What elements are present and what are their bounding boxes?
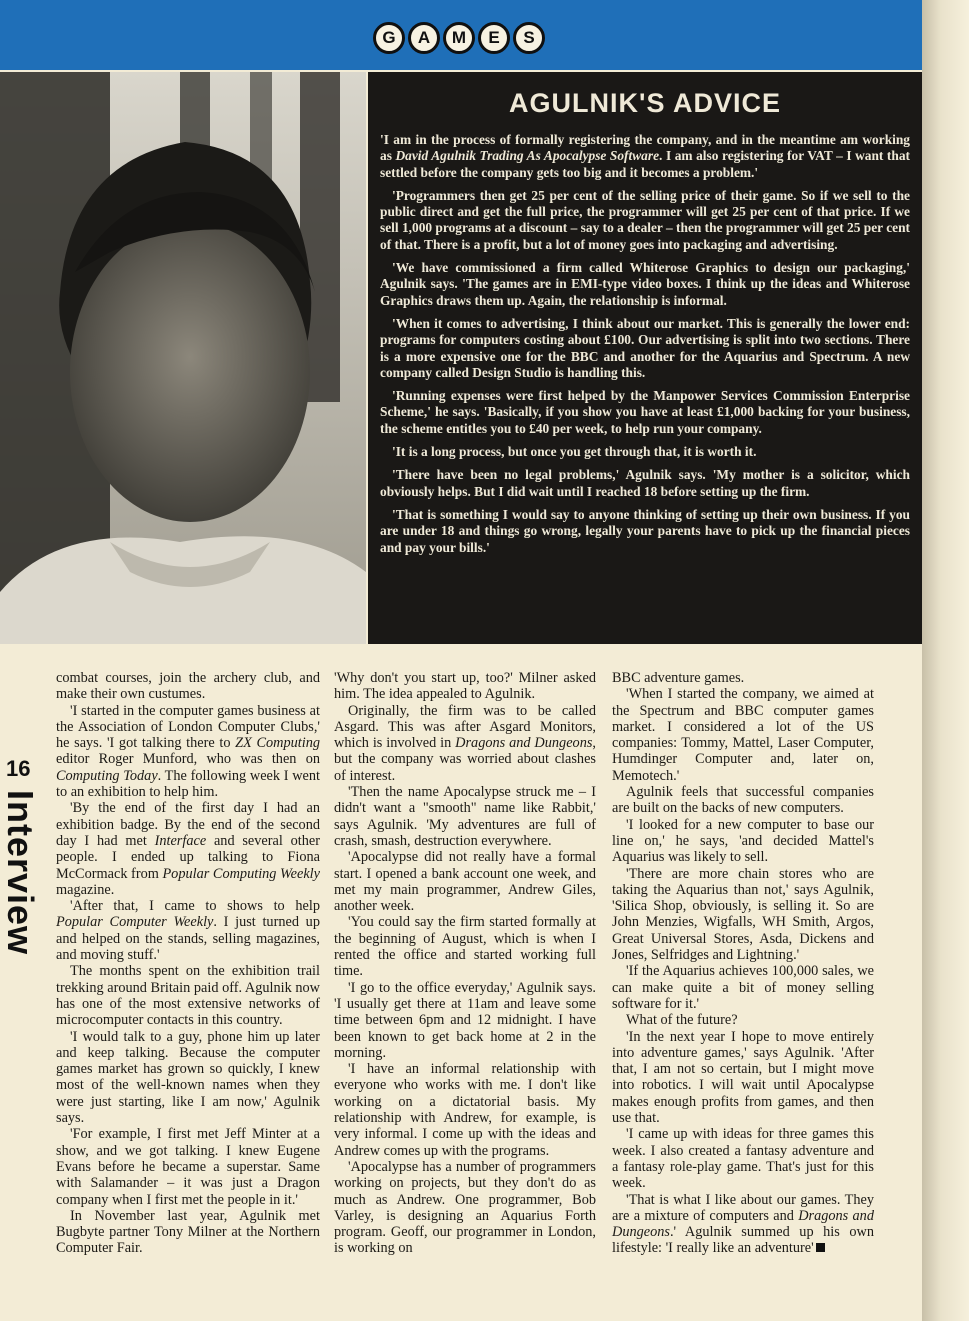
article-paragraph: 'I have an informal relationship with everyone who works with me. I don't like working on a dictatorial basis. My relationship with Andrew, for example, is very informal. I come up with the ideas and Andrew comes up with the programs.: [334, 1061, 596, 1159]
article-paragraph: 'That is what I like about our games. They are a mixture of computers and Dragons and Dungeons.' Agulnik summed up his own lifestyle: 'I really like an adventure': [612, 1191, 874, 1257]
article-paragraph: 'Apocalypse did not really have a formal start. I opened a bank account one week, and met my main programmer, Andrew Giles, another week.: [334, 849, 596, 915]
article-paragraph: 'After that, I came to shows to help Popular Computer Weekly. I just turned up and helped on the stands, selling magazines, and moving stuff.': [56, 898, 320, 964]
article-paragraph: 'Then the name Apocalypse struck me – I didn't want a "smooth" name like Rabbit,' says Agulnik. 'My adventures are full of crash, smash, destruction everywhere.: [334, 784, 596, 849]
article-paragraph: 'When I started the company, we aimed at the Spectrum and BBC computer games market. I considered a lot of the US companies: Tommy, Mattel, Laser Computer, Humdinger Computer and, later on, Memotech.': [612, 686, 874, 784]
logo-letter: S: [513, 22, 545, 54]
page-number: 16: [6, 756, 31, 781]
logo-letter: A: [408, 22, 440, 54]
article-paragraph: 'If the Aquarius achieves 100,000 sales, we can make quite a bit of money selling software for it.': [612, 963, 874, 1012]
logo-letter: G: [373, 22, 405, 54]
article-paragraph: 'There are more chain stores who are taking the Aquarius than not,' says Agulnik, 'Silica Shop, obviously, is selling it. So are John Menzies, Wigfalls, WH Smith, Argos, Great Universal Stores, Asda, Dickens and Jones, Selfridges and Lightning.': [612, 865, 874, 964]
article-paragraph: Originally, the firm was to be called Asgard. This was after Asgard Monitors, which is involved in Dragons and Dungeons, but the company was worried about clashes of interest.: [334, 702, 596, 784]
article-column-1: [56, 670, 320, 1257]
advice-box: [368, 72, 922, 644]
portrait-photo: [0, 72, 366, 644]
end-of-article-mark: [816, 1243, 825, 1252]
advice-paragraph: 'It is a long process, but once you get through that, it is worth it.: [392, 444, 757, 460]
article-paragraph: 'I would talk to a guy, phone him up later and keep talking. Because the computer games market has grown so quickly, I knew most of the well-known names when they were just starting, like I am now,' Agulnik says.: [56, 1028, 320, 1127]
article-paragraph: 'Apocalypse has a number of programmers working on projects, but they don't do as much as Andrew. One programmer, Bob Varley, is designing an Aquarius Forth program. Geoff, our programmer in London, is working on: [334, 1158, 596, 1257]
article-paragraph: 'I go to the office everyday,' Agulnik says. 'I usually get there at 11am and leave some time between 6pm and 12 midnight. I have been known to get back home at 2 in the morning.: [334, 979, 596, 1061]
advice-paragraph: 'There have been no legal problems,' Agulnik says. 'My mother is a solicitor, which obviously helps. But I did wait until I reached 18 before setting up the firm.: [380, 467, 910, 499]
article-paragraph: 'You could say the firm started formally at the beginning of August, which is when I rented the office and started working full time.: [334, 914, 596, 980]
article-paragraph: 'I looked for a new computer to base our line on,' he says, 'and decided Mattel's Aquarius was likely to sell.: [612, 816, 874, 866]
article-paragraph: 'Why don't you start up, too?' Milner asked him. The idea appealed to Agulnik.: [334, 670, 596, 703]
advice-paragraph: 'We have commissioned a firm called Whiterose Graphics to design our packaging,' Agulnik says. 'The games are in EMI-type video boxes. I think up the ideas and Whiterose Graphics draws them up. Again, the relationship is informal.: [380, 260, 910, 308]
article-paragraph: What of the future?: [626, 1012, 738, 1029]
article-paragraph: 'I started in the computer games business at the Association of London Computer Clubs,' he says. 'I got talking there to ZX Computing editor Roger Munford, who was then on Computing Today. The following week I went to an exhibition to help him.: [56, 702, 321, 801]
advice-paragraph: 'I am in the process of formally registering the company, and in the meantime am working as David Agulnik Trading As Apocalypse Software. I am also registering for VAT – I want that settled before the company gets too big and it becomes a problem.': [380, 132, 910, 180]
article-paragraph: BBC adventure games.: [612, 670, 745, 686]
section-side-label: [0, 756, 41, 996]
article-paragraph: 'By the end of the first day I had an exhibition badge. By the end of the second day I had met Interface and several other people. I ended up talking to Fiona McCormack from Popular Computing Weekly magazine.: [56, 800, 321, 898]
advice-paragraph: 'When it comes to advertising, I think about our market. This is generally the lower end: programs for computers costing about £100. Our advertising is split into two sections. There is a more expensive one for the BBC and another for the Aquarius and Spectrum. A new company called Design Studio is handling this.: [380, 315, 910, 380]
article-paragraph: 'I came up with ideas for three games this week. I also created a fantasy adventure and a fantasy role-play game. That's just for this week.: [612, 1126, 874, 1192]
page-gutter: [922, 0, 969, 1321]
logo-letter: E: [478, 22, 510, 54]
advice-title: AGULNIK'S ADVICE: [509, 88, 781, 118]
section-name: Interview: [0, 790, 41, 956]
article-paragraph: combat courses, join the archery club, and make their own custumes.: [56, 670, 320, 703]
advice-body: [380, 132, 910, 556]
article-paragraph: 'For example, I first met Jeff Minter at a show, and we got talking. I knew Eugene Evans before he became a superstar. Same with Salamander – it was just a Dragon company when I first met the people in it.': [56, 1126, 320, 1208]
games-section-logo: [373, 22, 545, 54]
article-paragraph: Agulnik feels that successful companies are built on the backs of new computers.: [612, 784, 874, 817]
advice-paragraph: 'Running expenses were first helped by the Manpower Services Commission Enterprise Scheme,' he says. 'Basically, if you show you have at least £1,000 backing for your business, the scheme entitles you to £40 per week, to help run your company.: [380, 388, 910, 436]
article-column-3: [612, 670, 874, 1257]
article-paragraph: 'In the next year I hope to move entirely into adventure games,' says Agulnik. 'After that, I am not so certain, but I might move into robotics. I will wait until Apocalypse makes enough profits from games, and then use that.: [612, 1028, 874, 1127]
article-paragraph: In November last year, Agulnik met Bugbyte partner Tony Milner at the Northern Computer Fair.: [56, 1207, 320, 1257]
logo-letter: M: [443, 22, 475, 54]
advice-paragraph: 'Programmers then get 25 per cent of the selling price of their game. So if we sell to the public direct and get the full price, the programmer will get 25 per cent of that price. If we sell 1,000 programs at a discount – say to a dealer – then the programmer will get 25 per cent of that. There is a profit, but a lot of money goes into packaging and advertising.: [380, 187, 910, 252]
advice-paragraph: 'That is something I would say to anyone thinking of setting up their own business. If you are under 18 and things go wrong, legally your parents have to pick up the financial pieces and pay your bills.': [380, 506, 910, 555]
article-paragraph: The months spent on the exhibition trail trekking around Britain paid off. Agulnik now has one of the most extensive networks of microcomputer contacts in this country.: [56, 963, 320, 1029]
article-column-2: [334, 670, 596, 1257]
